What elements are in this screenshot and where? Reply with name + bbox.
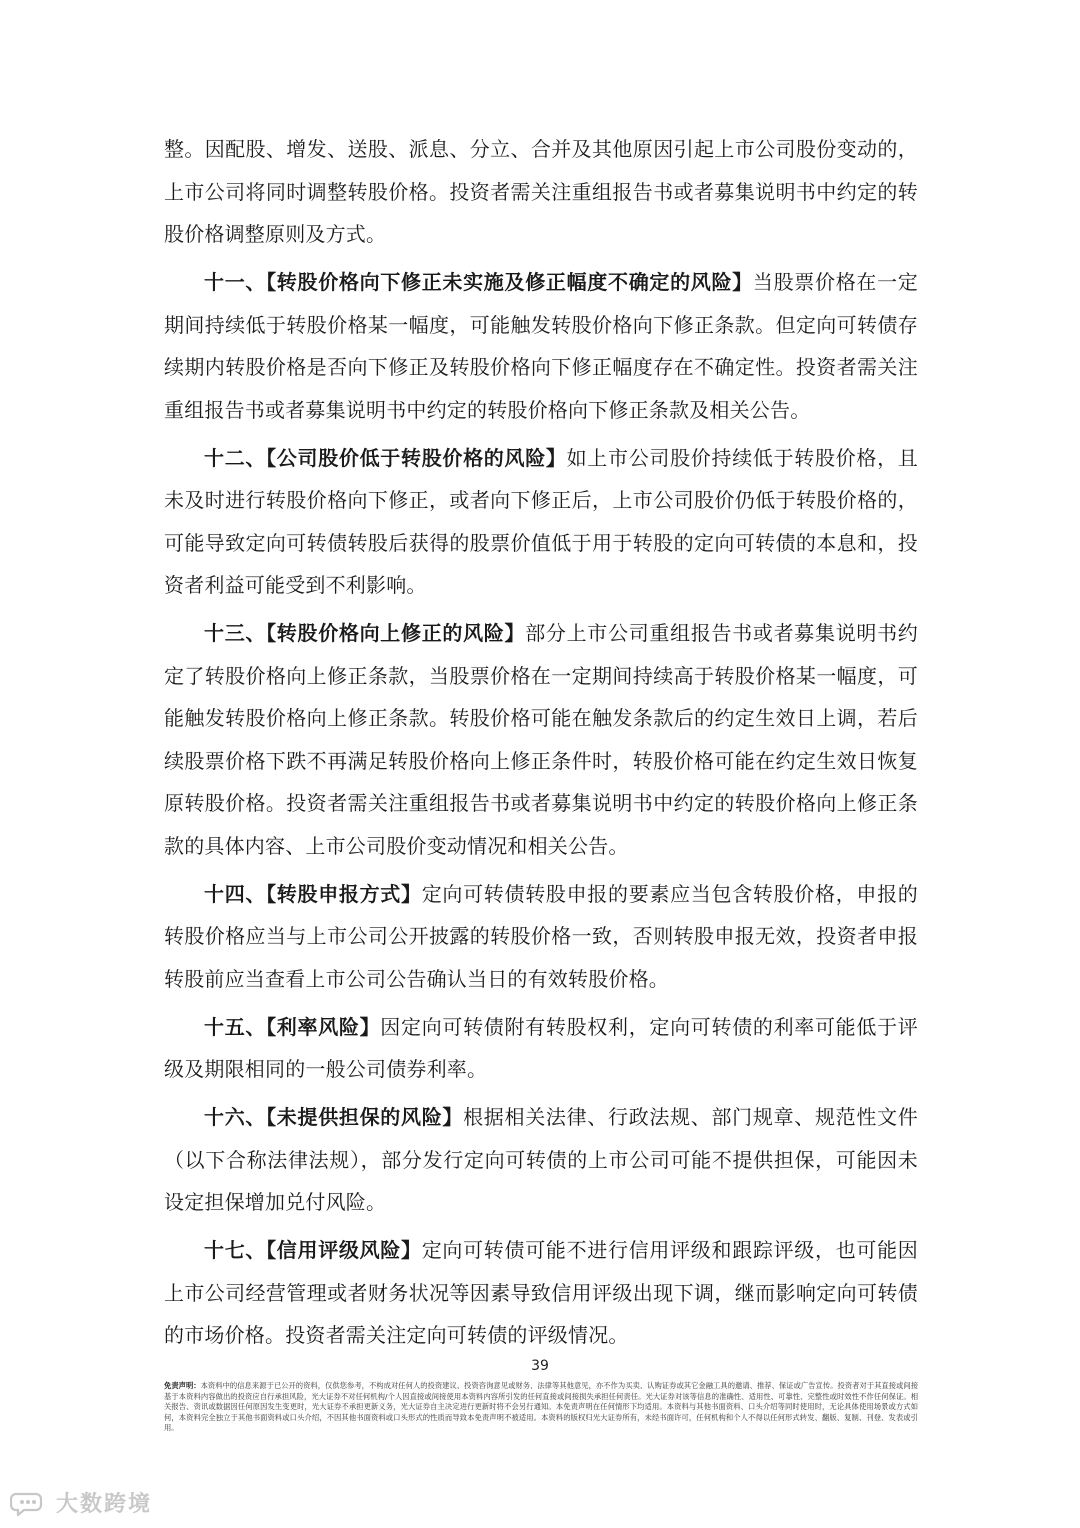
disclaimer (164, 1381, 918, 1434)
chat-bubble-logo-icon (10, 1490, 50, 1516)
watermark-text: 大数跨境 (56, 1492, 153, 1517)
paragraph-heading: 十七、【信用评级风险】 (204, 1238, 422, 1262)
paragraph-heading: 十一、【转股价格向下修正未实施及修正幅度不确定的风险】 (204, 270, 753, 294)
paragraph-body: 根据相关法律、行政法规、部门规章、规范性文件（以下合称法律法规），部分发行定向可转债的上市公司可能不提供担保，可能因未设定担保增加兑付风险。 (164, 1105, 918, 1214)
paragraph-continuation (164, 128, 918, 256)
paragraph-body: 如上市公司股价持续低于转股价格，且未及时进行转股价格向下修正，或者向下修正后，上市公司股价仍低于转股价格的，可能导致定向可转债转股后获得的股票价值低于用于转股的定向可转债的本息和，投资者利益可能受到不利影响。 (164, 445, 918, 597)
paragraph-11 (164, 261, 918, 431)
paragraph-body: 整。因配股、增发、送股、派息、分立、合并及其他原因引起上市公司股份变动的，上市公司将同时调整转股价格。投资者需关注重组报告书或者募集说明书中约定的转股价格调整原则及方式。 (164, 137, 918, 246)
paragraph-body: 部分上市公司重组报告书或者募集说明书约定了转股价格向上修正条款，当股票价格在一定期间持续高于转股价格某一幅度，可能触发转股价格向上修正条款。转股价格可能在触发条款后的约定生效日上调，若后续股票价格下跌不再满足转股价格向上修正条件时，转股价格可能在约定生效日恢复原转股价格。投资者需关注重组报告书或者募集说明书中约定的转股价格向上修正条款的具体内容、上市公司股价变动情况和相关公告。 (164, 621, 918, 858)
paragraph-13 (164, 612, 918, 867)
paragraph-heading: 十六、【未提供担保的风险】 (204, 1105, 464, 1129)
paragraph-heading: 十二、【公司股价低于转股价格的风险】 (204, 445, 567, 470)
watermark (10, 1487, 152, 1518)
paragraph-body: 定向可转债转股申报的要素应当包含转股价格，申报的转股价格应当与上市公司公开披露的转股价格一致，否则转股申报无效，投资者申报转股前应当查看上市公司公告确认当日的有效转股价格。 (164, 881, 918, 991)
paragraph-body: 当股票价格在一定期间持续低于转股价格某一幅度，可能触发转股价格向下修正条款。但定向可转债存续期内转股价格是否向下修正及转股价格向下修正幅度存在不确定性。投资者需关注重组报告书或者募集说明书中约定的转股价格向下修正条款及相关公告。 (164, 270, 918, 422)
paragraph-14 (164, 873, 918, 1001)
paragraph-12 (164, 437, 918, 607)
page-number: 39 (531, 1358, 549, 1374)
paragraph-16 (164, 1096, 918, 1224)
body-text (164, 128, 918, 1362)
paragraph-body: 定向可转债可能不进行信用评级和跟踪评级，也可能因上市公司经营管理或者财务状况等因素导致信用评级出现下调，继而影响定向可转债的市场价格。投资者需关注定向可转债的评级情况。 (164, 1238, 918, 1347)
paragraph-15 (164, 1006, 918, 1091)
paragraph-17 (164, 1229, 918, 1357)
disclaimer-text: 本资料中的信息来源于已公开的资料，仅供您参考，不构成对任何人的投资建议、投资咨询意见或财务、法律等其他意见，亦不作为买卖、认购证券或其它金融工具的邀请、推荐、保证或广告宣传。投资者对于其直接或间接基于本资料内容做出的投资应自行承担风险，光大证券不对任何机构/个人因直接或间接使用本资料内容所引发的任何直接或间接损失承担任何责任。光大证券对该等信息的准确性、适用性、可靠性、完整性或时效性不作任何保证。相关报告、资讯或数据因任何原因发生变更时，光大证券不承担更新义务，光大证券自主决定进行更新时将不会另行通知。本免责声明在任何情形下均适用。本资料与其他书面资料、口头介绍等同时使用时，无论具体使用场景或方式如何，本资料完全独立于其他书面资料或口头介绍，不因其他书面资料或口头形式的性质而导致本免责声明不被适用。本资料的版权归光大证券所有，未经书面许可，任何机构和个人不得以任何形式转发、翻版、复制、刊登、发表或引用。 (164, 1381, 918, 1433)
disclaimer-label: 免责声明： (164, 1381, 201, 1390)
paragraph-heading: 十四、【转股申报方式】 (204, 881, 422, 906)
paragraph-heading: 十五、【利率风险】 (204, 1014, 381, 1039)
paragraph-body: 因定向可转债附有转股权利，定向可转债的利率可能低于评级及期限相同的一般公司债券利率。 (164, 1014, 918, 1081)
paragraph-heading: 十三、【转股价格向上修正的风险】 (204, 621, 526, 645)
